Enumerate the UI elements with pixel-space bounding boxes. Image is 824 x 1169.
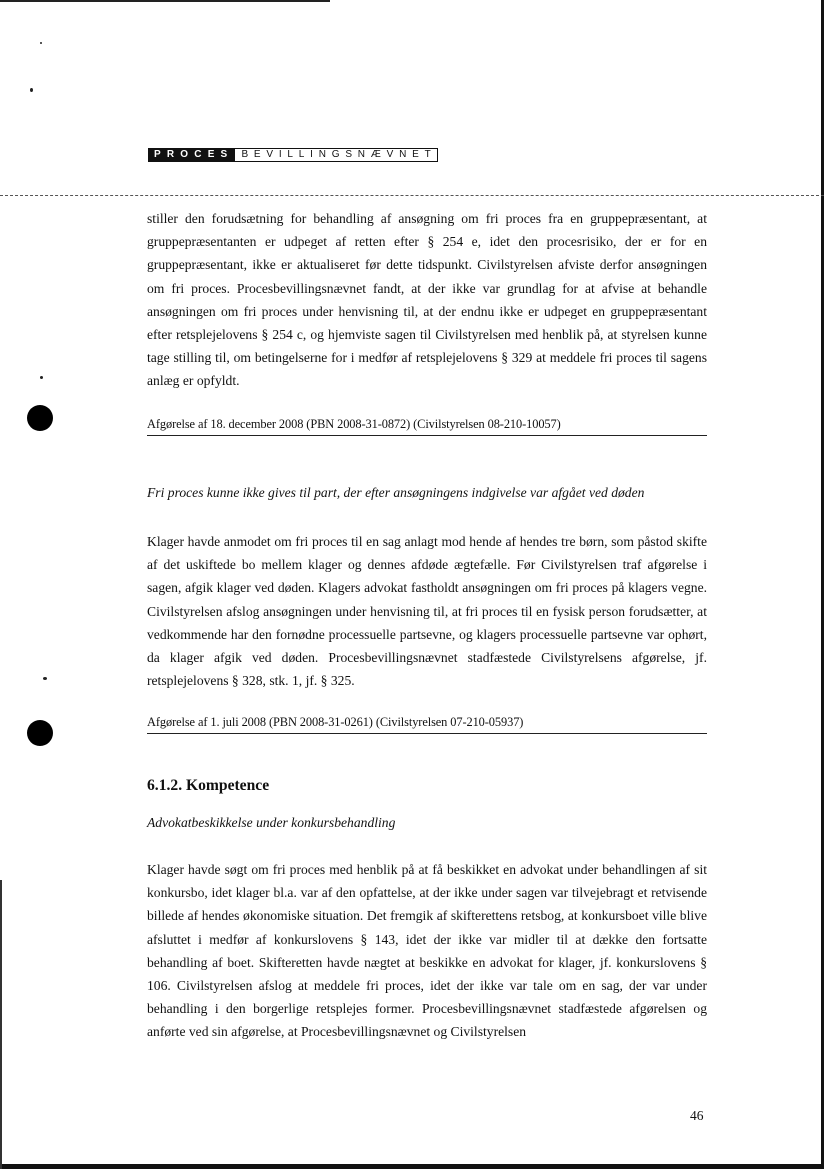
punch-hole — [27, 405, 53, 431]
decision-reference: Afgørelse af 18. december 2008 (PBN 2008-31-0872) (Civilstyrelsen 08-210-10057) — [147, 416, 707, 436]
scan-speck — [40, 376, 43, 379]
logo-light-part: BEVILLINGSNÆVNET — [235, 148, 437, 162]
procesbevillingsnaevnet-logo — [148, 148, 438, 162]
scan-speck — [40, 42, 42, 44]
section-subheading: Advokatbeskikkelse under konkursbehandling — [147, 815, 396, 830]
body-paragraph: Klager havde søgt om fri proces med henblik på at få beskikket en advokat under behandlingen af sit konkursbo, idet klager bl.a. var af den opfattelse, at der ikke under sagen var tilvejebragt et retvisende billede af hendes økonomiske situation. Det fremgik af skifterettens retsbog, at konkursboet ville blive afsluttet i medfør af konkurslovens § 143, idet der ikke var midler til at dække den fortsatte behandling af boet. Skifteretten havde nægtet at beskikke en advokat for klager, jf. konkurslovens § 106. Civilstyrelsen afslog at meddele fri proces, idet der ikke var tale om en sag, der var under behandling i den borgerlige retsplejes former. Procesbevillingsnævnet stadfæstede afgørelsen og anførte ved sin afgørelse, at Procesbevillingsnævnet og Civilstyrelsen — [147, 862, 707, 1040]
logo-dark-part: PROCES — [148, 148, 235, 162]
scan-border-left — [0, 880, 2, 1169]
scan-border-top — [0, 0, 330, 2]
body-paragraph: stiller den forudsætning for behandling af ansøgning om fri proces fra en gruppepræsentant, at gruppepræsentanten er udpeget af retten efter § 254 e, idet den procesrisiko, der er for en gruppepræsentant, ikke er aktualiseret før dette tidspunkt. Civilstyrelsen afviste derfor ansøgningen om fri proces. Procesbevillingsnævnet fandt, at der ikke var grundlag for at afvise at behandle ansøgningen om fri proces under henvisning til, at der endnu ikke er udpeget en gruppepræsentant efter retsplejelovens § 254 c, og hjemviste sagen til Civilstyrelsen med henblik på, at styrelsen kunne tage stilling til, om betingelserne for i medfør af retsplejelovens § 329 at meddele fri proces til sagens anlæg er opfyldt. — [147, 211, 707, 389]
scan-speck — [30, 88, 33, 92]
section-title: 6.1.2. Kompetence — [147, 777, 270, 794]
header-divider — [0, 195, 824, 196]
decision-reference: Afgørelse af 1. juli 2008 (PBN 2008-31-0261) (Civilstyrelsen 07-210-05937) — [147, 714, 707, 734]
punch-hole — [27, 720, 53, 746]
case-heading: Fri proces kunne ikke gives til part, der efter ansøgningens indgivelse var afgået ved døden — [147, 485, 645, 500]
scan-speck — [43, 677, 47, 680]
page-number: 46 — [690, 1108, 704, 1123]
body-paragraph: Klager havde anmodet om fri proces til en sag anlagt mod hende af hendes tre børn, som påstod skifte af det uskiftede bo mellem klager og dennes afdøde ægtefælle. Før Civilstyrelsen traf afgørelse i sagen, afgik klager ved døden. Klagers advokat fastholdt ansøgningen om fri proces på klagers vegne. Civilstyrelsen afslog ansøgningen under henvisning til, at fri proces til en fysisk person forudsætter, at vedkommende har den fornødne processuelle partsevne, og klagers processuelle partsevne var ophørt, da klager afgik ved døden. Procesbevillingsnævnet stadfæstede Civilstyrelsens afgørelse, jf. retsplejelovens § 328, stk. 1, jf. § 325. — [147, 534, 707, 689]
scan-border-bottom — [0, 1164, 824, 1169]
